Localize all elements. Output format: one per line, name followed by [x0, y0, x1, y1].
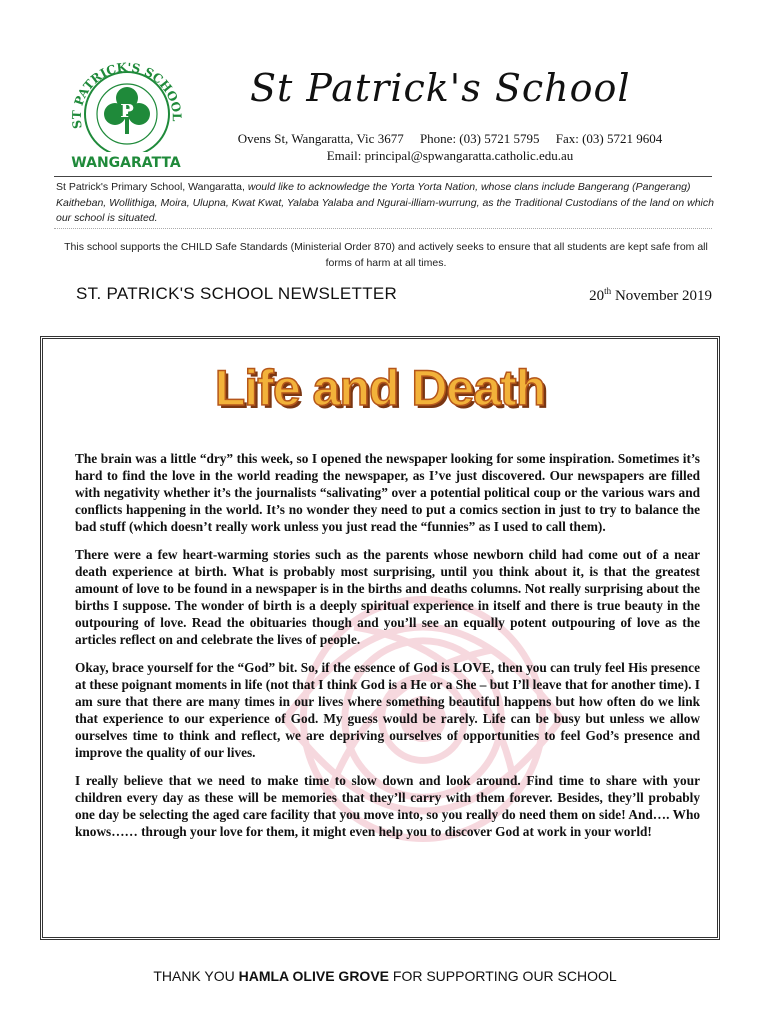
email-line: Email: principal@spwangaratta.catholic.edu.au [326, 148, 574, 163]
article-paragraph: There were a few heart-warming stories such as the parents whose newborn child had come out of a near death experience at birth. What is probably most surprising, until you think about it, is that the greatest amount of love to be found in a newspaper is in the births and deaths columns. Not really surprising about the births I suppose. The wonder of birth is a deeply spiritual experience in itself and there is true beauty in the outpouring of love. Read the obituaries though and you’ll see an equally potent outpouring of love as the articles reflect on and celebrate the lives of people. [75, 547, 700, 647]
article-box [40, 336, 720, 940]
svg-text:ST PATRICK'S SCHOOL: ST PATRICK'S SCHOOL [69, 60, 184, 130]
contact-details [200, 130, 700, 164]
article-body [75, 450, 700, 851]
sponsor-thanks: THANK YOU HAMLA OLIVE GROVE FOR SUPPORTING OUR SCHOOL [153, 968, 617, 984]
svg-text:P: P [120, 101, 134, 122]
article-paragraph: Okay, brace yourself for the “God” bit. So, if the essence of God is LOVE, then you can truly feel His presence at these poignant moments in life (not that I think God is a He or a She – but I’ll leave that for another time). I am sure that there are many times in our lives where something beautiful happens but how often do we link that experience to our experience of God. My guess would be rarely. Life can be busy but unless we allow ourselves time to think and reflect, we are depriving ourselves of opportunities to feel God’s presence and improve the quality of our lives. [75, 660, 700, 760]
section-divider [54, 228, 712, 229]
ack-text: would like to acknowledge the Yorta Yorta Nation, whose clans include Bangerang (Pangerang) Kaitheban, Wollithiga, Moira, Ulupna, Kwat Kwat, Yalaba Yalaba and Ngurai-illiam-wurrung, as the Traditional Custodians of the land on which our school is situated. [56, 181, 714, 224]
logo-wangaratta: WANGARATTA [71, 155, 181, 171]
ack-lead: St Patrick's Primary School, Wangaratta, [56, 181, 248, 193]
header-divider [54, 176, 712, 177]
article-paragraph: I really believe that we need to make time to slow down and look around. Find time to share with your children every day as these will be memories that they’ll carry with them forever. Besides, they’ll probably one day be selecting the aged care facility that you move into, so you really do need them on side! And…. Who knows…… through your love for them, it might even help you to discover God at work in your world! [75, 773, 700, 839]
address-line: Ovens St, Wangaratta, Vic 3677 Phone: (03) 5721 5795 Fax: (03) 5721 9604 [237, 131, 663, 146]
newsletter-title: ST. PATRICK'S SCHOOL NEWSLETTER [76, 284, 398, 303]
school-name: St Patrick's School [250, 66, 631, 110]
acknowledgement-of-country [56, 180, 716, 227]
newsletter-date: 20th November 2019 [589, 286, 712, 304]
school-logo [60, 48, 192, 174]
article-headline: Life and Death [214, 360, 546, 416]
child-safe-statement: This school supports the CHILD Safe Standards (Ministerial Order 870) and actively seeks to ensure that all students are kept safe from all forms of harm at all times. [64, 241, 708, 269]
article-paragraph: The brain was a little “dry” this week, so I opened the newspaper looking for some inspiration. Sometimes it’s hard to find the love in the world reading the newspaper, as I’ve just discovered. Our newspapers are filled with negativity whether it’s the journalists “salivating” over a potential political coup or the various wars and conflicts happening in the world. It’s no wonder they need to put a comics section in just to try to balance the bad stuff (which doesn’t really work unless you just read the “funnies” as I used to call them). [75, 451, 700, 534]
